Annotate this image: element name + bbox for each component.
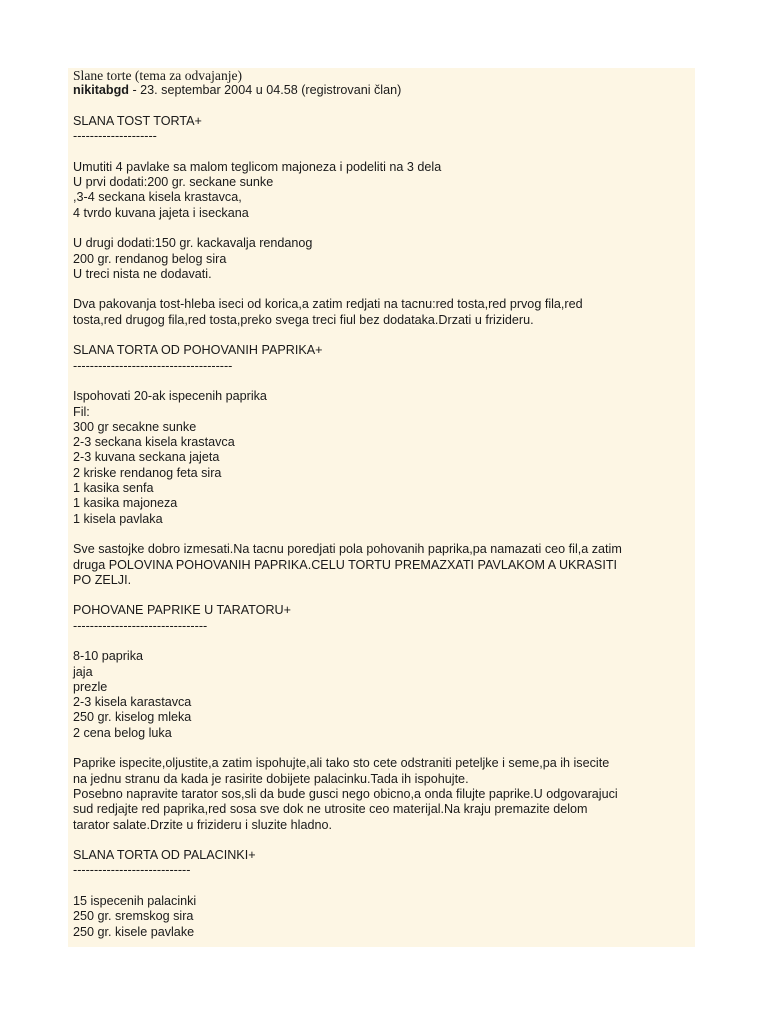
recipe-text-line: sud redjajte red paprika,red sosa sve dok ne utrosite ceo materijal.Na kraju premazite delom xyxy=(73,802,588,817)
recipe-text-line: tarator salate.Drzite u frizideru i sluzite hladno. xyxy=(73,817,332,832)
recipe-text-line: tosta,red drugog fila,red tosta,preko svega treci fiul bez dodataka.Drzati u frizideru. xyxy=(73,312,534,327)
recipe-heading: SLANA TOST TORTA+ xyxy=(73,113,202,128)
recipe-text-line: U treci nista ne dodavati. xyxy=(73,266,212,281)
recipe-text-line: U prvi dodati:200 gr. seckane sunke xyxy=(73,175,274,190)
blank-line xyxy=(73,879,693,894)
recipe-text-line: Fil: xyxy=(73,404,90,419)
blank-line xyxy=(73,282,693,297)
post-title: Slane torte (tema za odvajanje) xyxy=(73,68,243,83)
recipe-rule: -------------------------------------- xyxy=(73,358,233,373)
post-content xyxy=(73,68,693,940)
recipe-text-line: 4 tvrdo kuvana jajeta i iseckana xyxy=(73,205,249,220)
recipe-text-line: 200 gr. rendanog belog sira xyxy=(73,251,227,266)
recipe-text-line: 15 ispecenih palacinki xyxy=(73,894,197,909)
post-meta: - 23. septembar 2004 u 04.58 (registrovani član) xyxy=(128,83,402,98)
blank-line xyxy=(73,99,693,114)
recipe-heading: SLANA TORTA OD POHOVANIH PAPRIKA+ xyxy=(73,343,323,358)
blank-line xyxy=(73,741,693,756)
recipe-text-line: 1 kasika senfa xyxy=(73,481,154,496)
recipe-text-line: 250 gr. kiselog mleka xyxy=(73,710,192,725)
recipe-text-line: 1 kisela pavlaka xyxy=(73,511,163,526)
recipe-text-line: 250 gr. sremskog sira xyxy=(73,909,194,924)
blank-line xyxy=(73,374,693,389)
recipe-text-line: na jednu stranu da kada je rasirite dobijete palacinku.Tada ih ispohujte. xyxy=(73,771,469,786)
recipe-text-line: Sve sastojke dobro izmesati.Na tacnu poredjati pola pohovanih paprika,pa namazati ceo fil,a zatim xyxy=(73,542,622,557)
blank-line xyxy=(73,328,693,343)
recipe-text-line: Ispohovati 20-ak ispecenih paprika xyxy=(73,389,267,404)
blank-line xyxy=(73,833,693,848)
recipe-rule: -------------------------------- xyxy=(73,618,208,633)
recipe-heading: POHOVANE PAPRIKE U TARATORU+ xyxy=(73,603,291,618)
blank-line xyxy=(73,144,693,159)
recipe-text-line: prezle xyxy=(73,679,108,694)
document-page xyxy=(68,68,695,947)
recipe-text-line: 300 gr secakne sunke xyxy=(73,419,197,434)
recipe-text-line: 250 gr. kisele pavlake xyxy=(73,924,195,939)
recipe-text-line: 2-3 seckana kisela krastavca xyxy=(73,435,235,450)
recipe-text-line: 2-3 kisela karastavca xyxy=(73,695,192,710)
recipe-text-line: PO ZELJI. xyxy=(73,572,132,587)
recipe-text-line: druga POLOVINA POHOVANIH PAPRIKA.CELU TORTU PREMAZXATI PAVLAKOM A UKRASITI xyxy=(73,557,618,572)
recipe-text-line: Paprike ispecite,oljustite,a zatim ispohujte,ali tako sto cete odstraniti peteljke i seme,pa ih isecite xyxy=(73,756,610,771)
recipe-text-line: 2-3 kuvana seckana jajeta xyxy=(73,450,220,465)
recipe-text-line: 1 kasika majoneza xyxy=(73,496,178,511)
recipe-text-line: 2 cena belog luka xyxy=(73,725,172,740)
recipe-text-line: jaja xyxy=(73,664,93,679)
recipe-rule: -------------------- xyxy=(73,129,157,144)
recipe-text-line: 8-10 paprika xyxy=(73,649,144,664)
blank-line xyxy=(73,221,693,236)
blank-line xyxy=(73,588,693,603)
recipe-text-line: ,3-4 seckana kisela krastavca, xyxy=(73,190,242,205)
recipe-rule: ---------------------------- xyxy=(73,863,191,878)
post-byline xyxy=(73,83,693,98)
recipe-text-line: Dva pakovanja tost-hleba iseci od korica,a zatim redjati na tacnu:red tosta,red prvog fila,red xyxy=(73,297,583,312)
blank-line xyxy=(73,527,693,542)
recipe-heading: SLANA TORTA OD PALACINKI+ xyxy=(73,848,256,863)
recipe-text-line: 2 kriske rendanog feta sira xyxy=(73,465,222,480)
blank-line xyxy=(73,634,693,649)
recipe-list xyxy=(73,99,693,940)
recipe-text-line: U drugi dodati:150 gr. kackavalja rendanog xyxy=(73,236,313,251)
recipe-text-line: Posebno napravite tarator sos,sli da bude gusci nego obicno,a onda filujte paprike.U odgovarajuci xyxy=(73,786,618,801)
recipe-text-line: Umutiti 4 pavlake sa malom teglicom majoneza i podeliti na 3 dela xyxy=(73,159,442,174)
author-name[interactable]: nikitabgd xyxy=(73,83,129,98)
